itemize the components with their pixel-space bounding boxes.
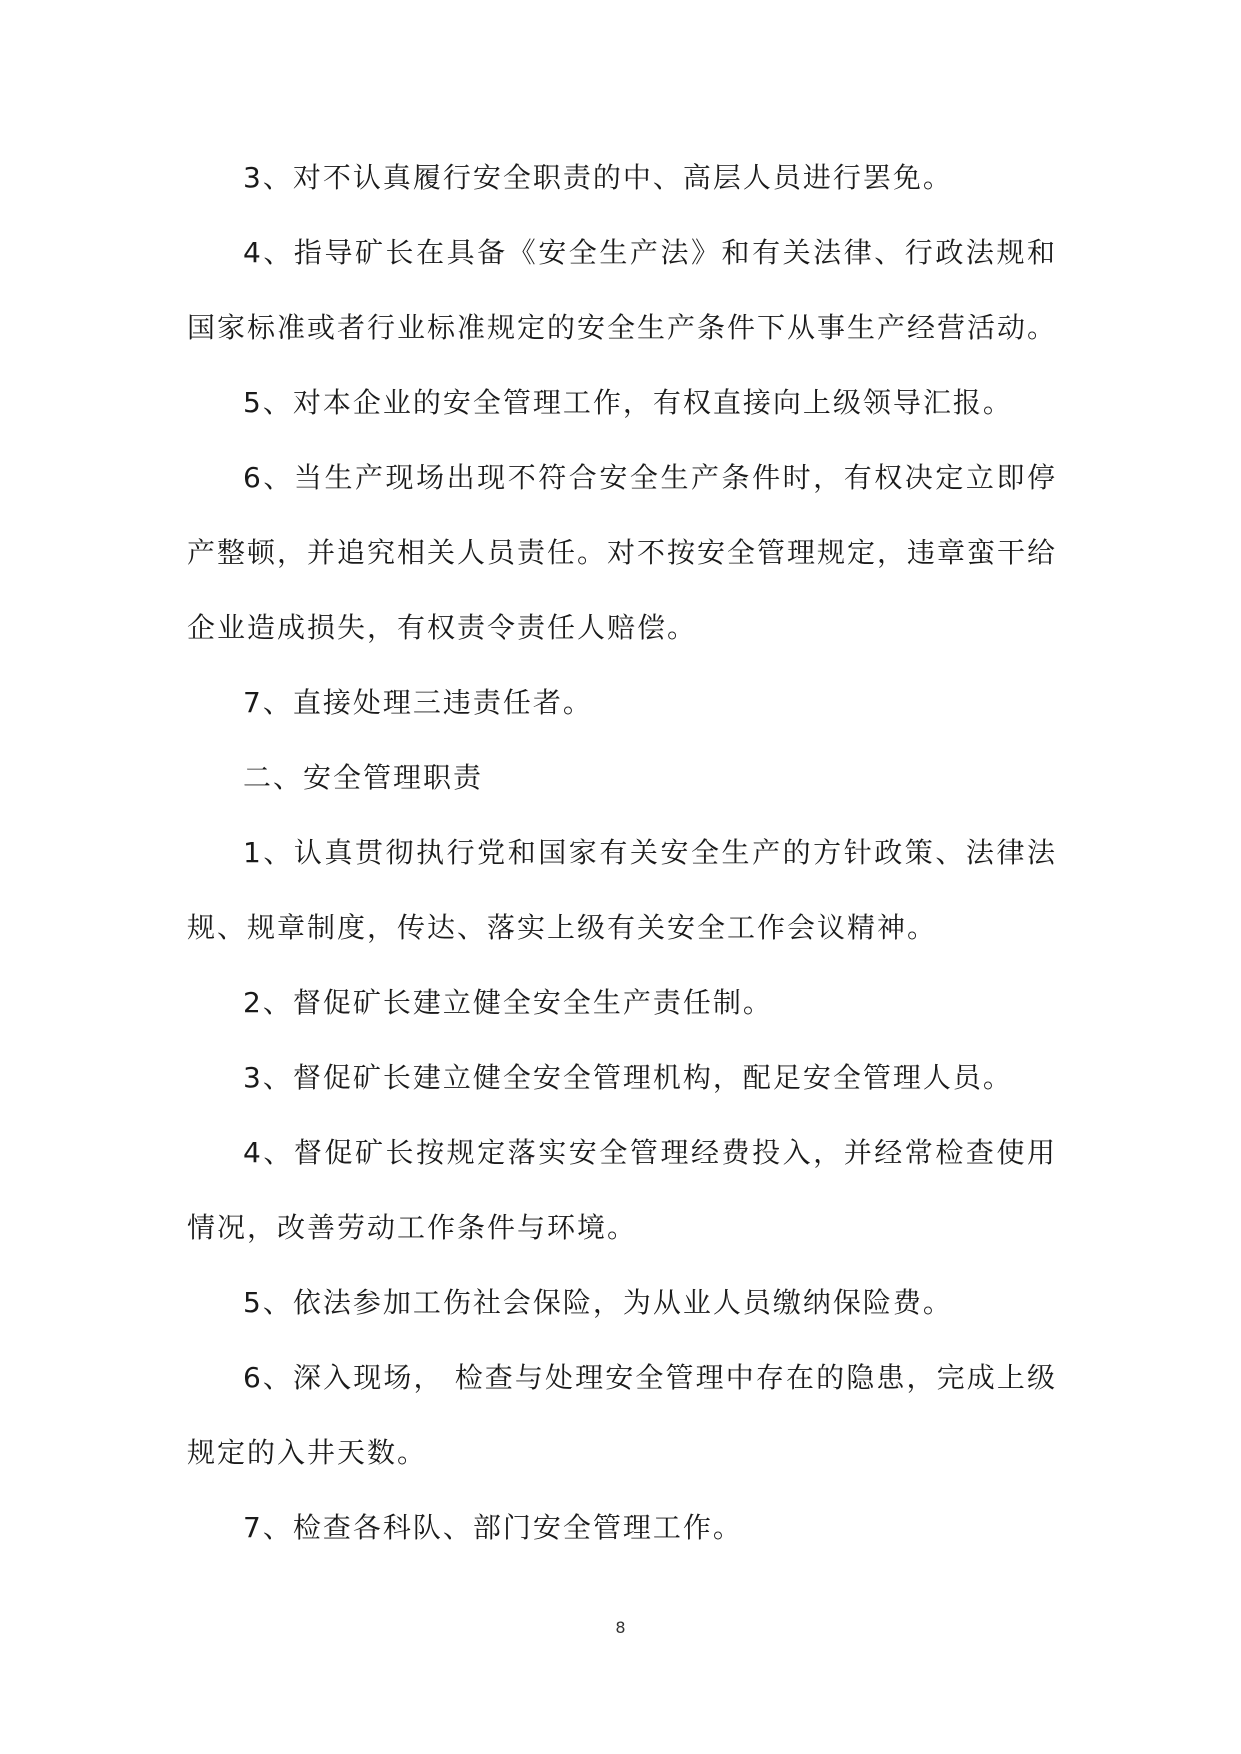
section-heading: 二、安全管理职责 <box>243 761 484 794</box>
paragraph-responsibility-system: 2、督促矿长建立健全安全生产责任制。 <box>243 986 773 1019</box>
paragraph-dismissal: 3、对不认真履行安全职责的中、高层人员进行罢免。 <box>243 161 953 194</box>
page-number: 8 <box>615 1618 626 1637</box>
paragraph-insurance: 5、依法参加工伤社会保险，为从业人员缴纳保险费。 <box>243 1286 953 1319</box>
paragraph-three-violations: 7、直接处理三违责任者。 <box>243 686 593 719</box>
paragraph-stop-production: 6、当生产现场出现不符合安全生产条件时，有权决定立即停产整顿，并追究相关人员责任。对不按安全管理规定，违章蛮干给企业造成损失，有权责令责任人赔偿。 <box>187 461 1058 644</box>
paragraph-guide-director: 4、指导矿长在具备《安全生产法》和有关法律、行政法规和国家标准或者行业标准规定的安全生产条件下从事生产经营活动。 <box>187 236 1058 344</box>
paragraph-management-org: 3、督促矿长建立健全安全管理机构，配足安全管理人员。 <box>243 1061 1013 1094</box>
paragraph-department-check: 7、检查各科队、部门安全管理工作。 <box>243 1511 743 1544</box>
paragraph-site-inspection: 6、深入现场， 检查与处理安全管理中存在的隐患，完成上级规定的入井天数。 <box>187 1361 1057 1469</box>
paragraph-report-authority: 5、对本企业的安全管理工作，有权直接向上级领导汇报。 <box>243 386 1013 419</box>
document-body <box>187 140 1057 1565</box>
paragraph-implement-policy: 1、认真贯彻执行党和国家有关安全生产的方针政策、法律法规、规章制度，传达、落实上级有关安全工作会议精神。 <box>187 836 1057 944</box>
paragraph-funding: 4、督促矿长按规定落实安全管理经费投入，并经常检查使用情况，改善劳动工作条件与环境。 <box>187 1136 1057 1244</box>
